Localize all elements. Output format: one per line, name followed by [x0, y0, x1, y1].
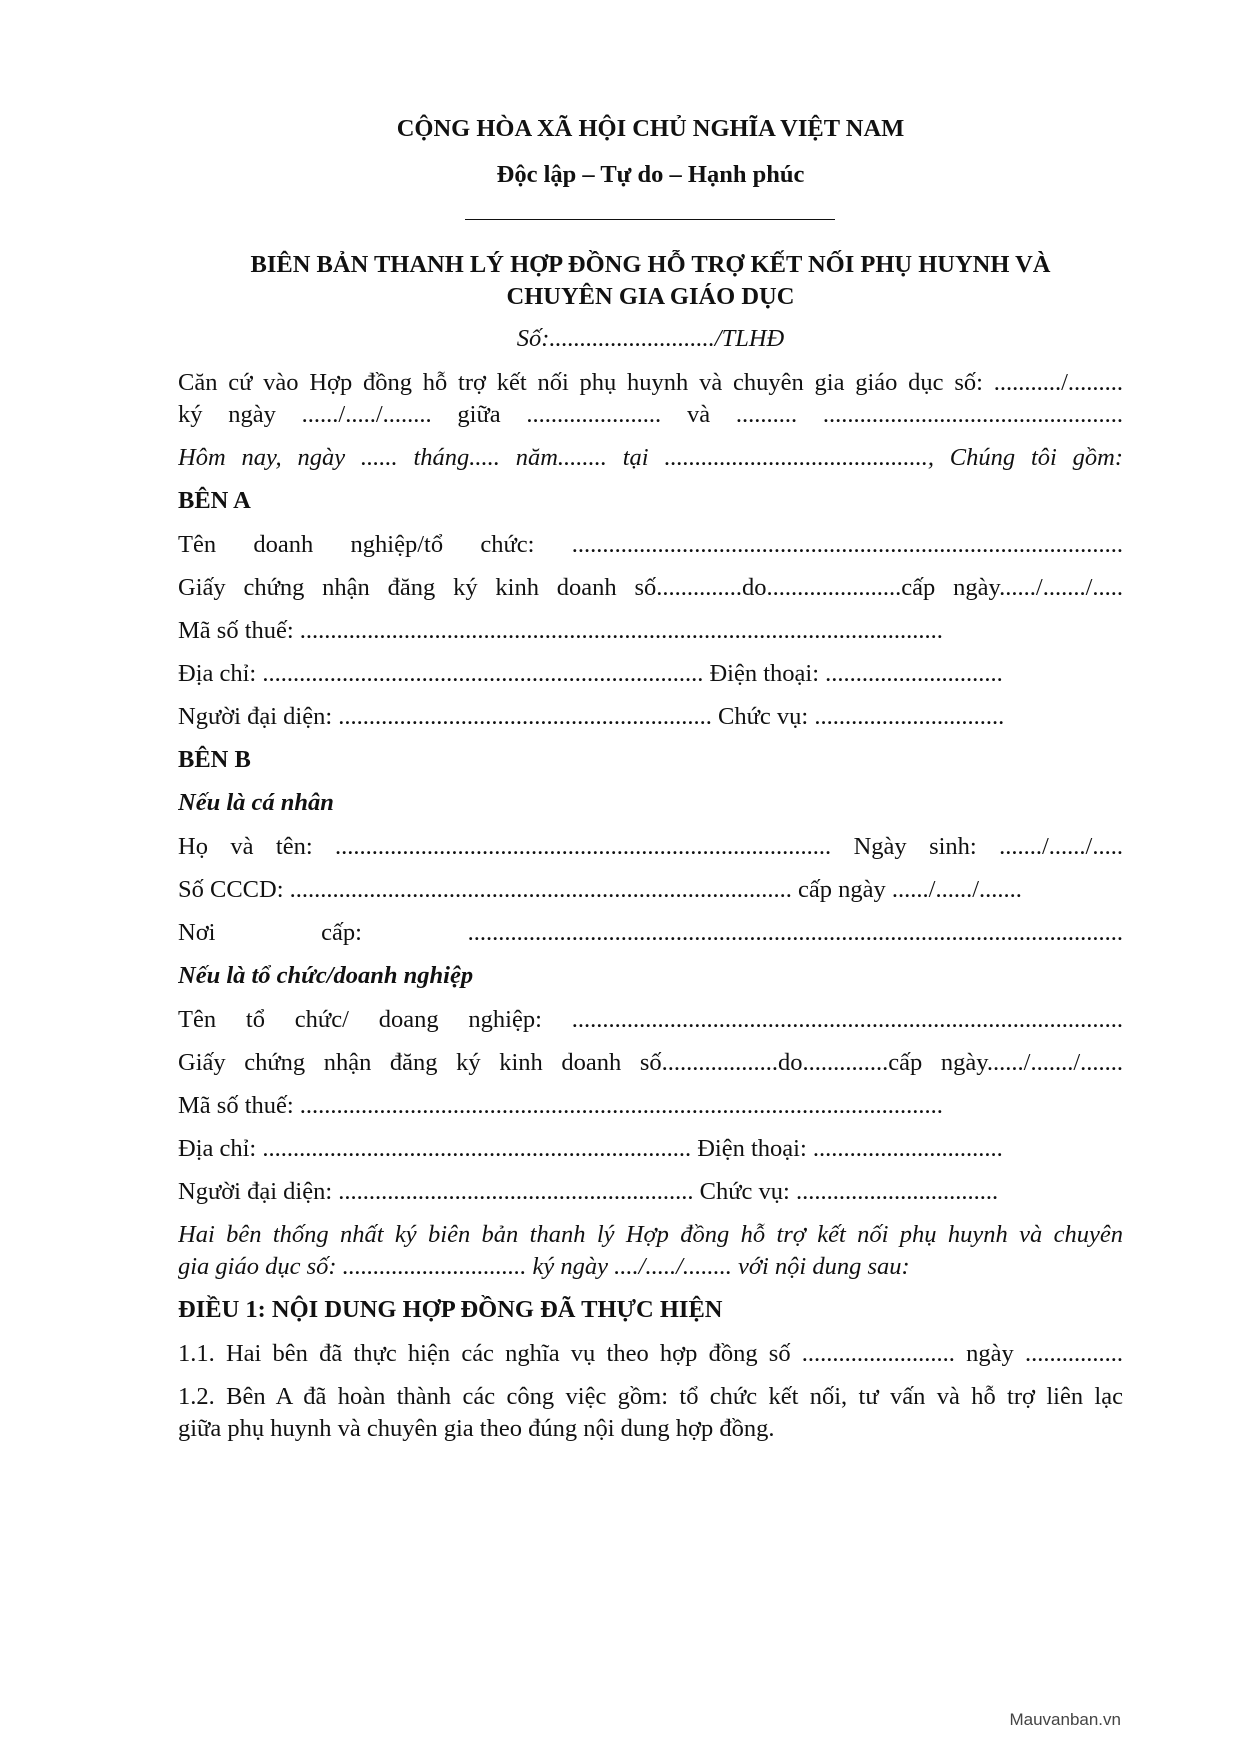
motto-underline	[465, 219, 835, 220]
party-b-license: Giấy chứng nhận đăng ký kinh doanh số...................do..............cấp ngày....../......./.......	[178, 1049, 1123, 1076]
party-b-full-name: Họ và tên: ................................................................................. Ngày sinh: ......./....../.....	[178, 833, 1123, 860]
party-a-name: Tên doanh nghiệp/tổ chức: ..........................................................................................	[178, 531, 1123, 558]
party-b-org-name: Tên tổ chức/ doang nghiệp: ..........................................................................................	[178, 1006, 1123, 1033]
article-1-item-1-2-line1: 1.2. Bên A đã hoàn thành các công việc gồm: tổ chức kết nối, tư vấn và hỗ trợ liên lạc	[178, 1383, 1123, 1410]
watermark-text: Mauvanban.vn	[1009, 1710, 1121, 1729]
party-a-address: Địa chỉ: ........................................................................ Điện thoại: .............................	[178, 660, 1003, 687]
basis-line-1: Căn cứ vào Hợp đồng hỗ trợ kết nối phụ huynh và chuyên gia giáo dục số: .........../.........	[178, 369, 1123, 396]
agreement-line-1: Hai bên thống nhất ký biên bản thanh lý Hợp đồng hỗ trợ kết nối phụ huynh và chuyên	[178, 1221, 1123, 1248]
party-a-representative: Người đại diện: ............................................................. Chức vụ: ...............................	[178, 703, 1005, 730]
meeting-line: Hôm nay, ngày ...... tháng..... năm........ tại ..........................................., Chúng tôi gồm:	[178, 444, 1123, 471]
party-b-individual-heading: Nếu là cá nhân	[178, 789, 334, 816]
party-b-address: Địa chỉ: ...................................................................... Điện thoại: ...............................	[178, 1135, 1003, 1162]
document-number: Số:.........................../TLHĐ	[516, 325, 785, 352]
party-a-license: Giấy chứng nhận đăng ký kinh doanh số..............do......................cấp ngày....../......./.....	[178, 574, 1123, 601]
document-title-line2: CHUYÊN GIA GIÁO DỤC	[506, 283, 795, 310]
country-name: CỘNG HÒA XÃ HỘI CHỦ NGHĨA VIỆT NAM	[396, 115, 905, 142]
agreement-line-2: gia giáo dục số: .............................. ký ngày ..../...../........ với nội dung sau:	[178, 1253, 910, 1280]
party-b-org-heading: Nếu là tổ chức/doanh nghiệp	[178, 962, 474, 989]
party-b-tax: Mã số thuế: .........................................................................................................	[178, 1092, 943, 1119]
party-b-issued-at: Nơi cấp: ...........................................................................................................	[178, 919, 1123, 946]
document-title-line1: BIÊN BẢN THANH LÝ HỢP ĐỒNG HỖ TRỢ KẾT NỐI PHỤ HUYNH VÀ	[250, 251, 1051, 278]
party-a-heading: BÊN A	[178, 487, 251, 514]
party-b-representative: Người đại diện: .......................................................... Chức vụ: .................................	[178, 1178, 999, 1205]
party-a-tax: Mã số thuế: .........................................................................................................	[178, 617, 943, 644]
article-1-item-1-2-line2: giữa phụ huynh và chuyên gia theo đúng nội dung hợp đồng.	[178, 1415, 775, 1442]
national-motto: Độc lập – Tự do – Hạnh phúc	[496, 161, 805, 188]
article-1-item-1-1: 1.1. Hai bên đã thực hiện các nghĩa vụ theo hợp đồng số ......................... ngày ................	[178, 1340, 1123, 1367]
basis-line-2: ký ngày ....../...../........ giữa ...................... và .......... .................................................	[178, 401, 1123, 428]
party-b-id-number: Số CCCD: .................................................................................. cấp ngày ....../....../.......	[178, 876, 1022, 903]
article-1-heading: ĐIỀU 1: NỘI DUNG HỢP ĐỒNG ĐÃ THỰC HIỆN	[178, 1296, 723, 1323]
party-b-heading: BÊN B	[178, 746, 251, 773]
